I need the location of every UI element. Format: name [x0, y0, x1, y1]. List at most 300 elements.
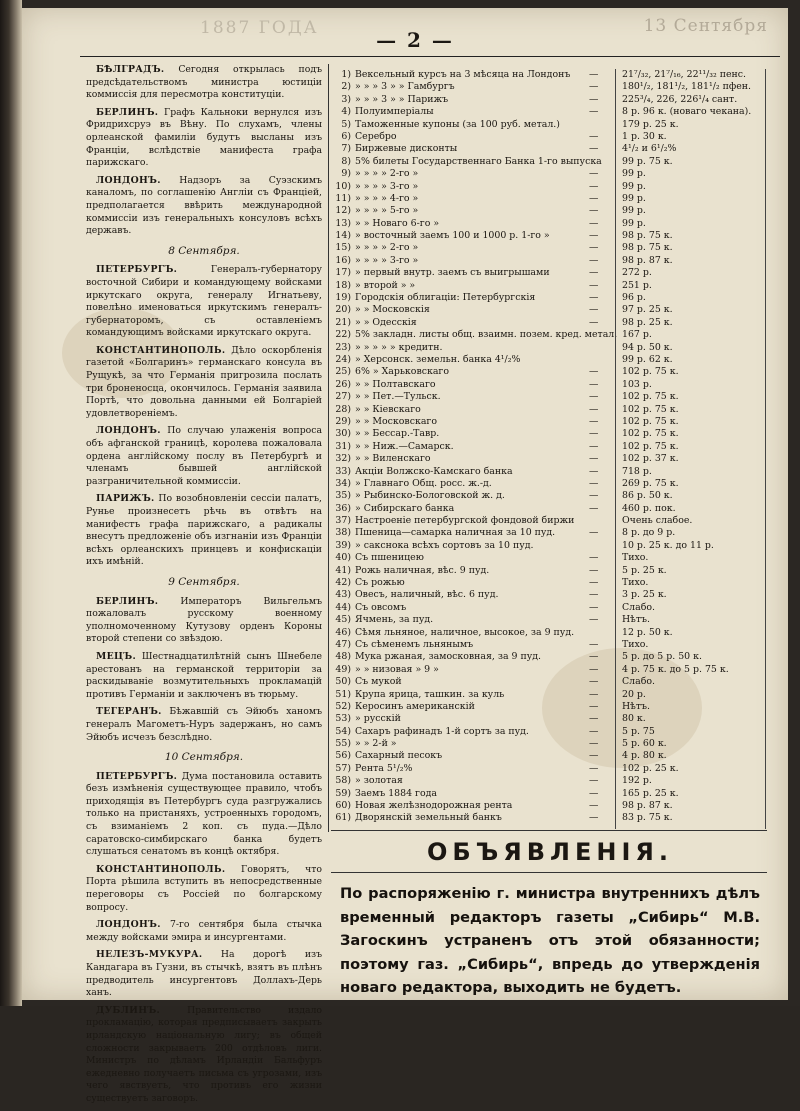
quote-label: Настроеніе петербургской фондовой биржи: [355, 515, 575, 527]
quote-label: » » Кіевскаго: [355, 403, 421, 415]
quote-label: Ячмень, за пуд.: [355, 614, 434, 626]
page-number: — 2 —: [376, 28, 454, 52]
news-text: По случаю улаженія вопроса объ афганской границѣ, королева пожаловала ордена англійскому послу въ Петербургѣ и членамъ бывшей англійской разграничительной коммиссіи.: [86, 425, 322, 487]
quote-value: 102 р. 75 к.: [622, 440, 679, 452]
news-city: ДУБЛИНЪ.: [96, 1004, 161, 1016]
quote-number: 24): [335, 353, 351, 365]
news-city: БЕРЛИНЪ.: [96, 595, 159, 607]
quote-label: » золотая: [355, 775, 403, 787]
bleed-through-date: 13 Сентября: [643, 16, 768, 36]
quote-label: Полуимперіалы: [355, 106, 434, 118]
quote-label: » » 2-й »: [355, 738, 397, 750]
quote-number: 11): [335, 192, 351, 204]
quote-row: [331, 354, 771, 366]
quote-label: Пшеница—самарка наличная за 10 пуд.: [355, 527, 556, 539]
quote-number: 28): [335, 403, 351, 415]
quote-dash: —: [589, 192, 599, 204]
quote-row: [331, 242, 771, 254]
quote-dash: —: [589, 800, 599, 812]
quote-row: [331, 428, 771, 440]
quote-number: 2): [341, 81, 351, 93]
quote-dash: —: [589, 304, 599, 316]
quote-value: 80 к.: [622, 713, 646, 725]
quote-row: [331, 143, 771, 155]
news-item: [86, 425, 322, 488]
quote-number: 33): [335, 465, 351, 477]
quote-dash: —: [589, 428, 599, 440]
quote-row: [331, 181, 771, 193]
quote-row: [331, 404, 771, 416]
quote-number: 45): [335, 614, 351, 626]
quote-number: 8): [341, 155, 351, 167]
header-rule: [80, 56, 780, 57]
quote-value: 20 р.: [622, 688, 646, 700]
quote-label: Городскія облигаціи: Петербургскія: [355, 292, 536, 304]
quote-row: [331, 168, 771, 180]
quote-value: Тихо.: [622, 552, 649, 564]
quote-number: 50): [335, 676, 351, 688]
quote-number: 58): [335, 775, 351, 787]
news-item: [86, 1005, 322, 1106]
quote-label: Овесъ, наличный, вѣс. 6 пуд.: [355, 589, 499, 601]
quote-value: Слабо.: [622, 601, 655, 613]
quote-row: [331, 453, 771, 465]
quote-row: [331, 503, 771, 515]
news-city: ТЕГЕРАНЪ.: [96, 706, 162, 718]
quote-number: 47): [335, 638, 351, 650]
quote-label: Акціи Волжско-Камскаго банка: [355, 465, 513, 477]
quote-row: [331, 441, 771, 453]
quote-value: 102 р. 75 к.: [622, 428, 679, 440]
quote-value: 5 р. 75: [622, 725, 655, 737]
quote-value: 98 р. 87 к.: [622, 800, 673, 812]
quote-value: 5 р. до 5 р. 50 к.: [622, 651, 702, 663]
quote-row: [331, 230, 771, 242]
quote-label: » » » » 3-го »: [355, 254, 419, 266]
news-text: Сегодня открылась подъ предсѣдательствомъ министра юстиціи коммиссія для пересмотра конституціи.: [86, 64, 322, 101]
quote-row: [331, 391, 771, 403]
quote-value: 251 р.: [622, 279, 652, 291]
news-item: [86, 919, 322, 944]
quote-label: » » Пет.—Тульск.: [355, 391, 441, 403]
news-item: [86, 264, 322, 340]
quote-row: [331, 812, 771, 824]
quote-value: 96 р.: [622, 292, 646, 304]
quote-number: 19): [335, 292, 351, 304]
quote-label: Заемъ 1884 года: [355, 787, 437, 799]
quote-dash: —: [589, 614, 599, 626]
quote-value: 98 р. 75 к.: [622, 230, 673, 242]
quote-dash: —: [589, 589, 599, 601]
news-text: Дума постановила оставить безъ измѣненія существующее правило, чтобъ приходящія въ Петербургъ суда разгружались только на пристаняхъ, устроенныхъ городомъ, съ взиманіемъ 2 коп. съ пуда.—Дѣло саратовско-симбирскаго банка будетъ слушаться сенатомъ въ концѣ октября.: [86, 770, 322, 858]
news-item: [86, 493, 322, 569]
quote-dash: —: [589, 725, 599, 737]
quote-number: 44): [335, 601, 351, 613]
quote-number: 38): [335, 527, 351, 539]
quote-label: » второй » »: [355, 279, 416, 291]
news-text: Императоръ Вильгельмъ пожаловалъ русскому военному уполномоченному Кутузову орденъ Короны второй степени со звѣздою.: [86, 595, 322, 645]
news-item: [86, 706, 322, 744]
quote-row: [331, 726, 771, 738]
quote-row: [331, 280, 771, 292]
quote-dash: —: [589, 279, 599, 291]
news-text: Дѣло оскорбленія газетой «Болгаринъ» германскаго консула въ Рущукѣ, за что Германія пригрозила послать три броненосца, окончилось. Германія заявила Портѣ, что довольна данными ей Болгаріей удовлетвореніемъ.: [86, 344, 322, 419]
quote-row: [331, 379, 771, 391]
quote-value: 179 р. 25 к.: [622, 118, 679, 130]
news-text: Шестнадцатилѣтній сынъ Шнебеле арестованъ на германской территоріи за раскидываніе возмутительныхъ прокламацій противъ Германіи и заключенъ въ тюрьму.: [86, 650, 322, 700]
quote-number: 52): [335, 700, 351, 712]
quotes-value-divider: [615, 69, 616, 829]
news-text: Надзоръ за Суэзскимъ каналомъ, по соглашенію Англіи съ Франціей, предполагается ввѣрить международной коммиссіи изъ генеральныхъ консуловъ всѣхъ державъ.: [86, 174, 322, 237]
quote-dash: —: [589, 676, 599, 688]
quote-value: 99 р.: [622, 192, 646, 204]
quote-number: 5): [341, 118, 351, 130]
quote-row: [331, 627, 771, 639]
quote-value: 98 р. 75 к.: [622, 242, 673, 254]
news-dateline: 8 Сентября.: [168, 244, 240, 257]
quote-number: 4): [341, 106, 351, 118]
news-item: [86, 771, 322, 859]
quote-number: 41): [335, 564, 351, 576]
bleed-through-year: 1887 ГОДА: [200, 18, 319, 38]
quote-row: [331, 515, 771, 527]
quote-value: 102 р. 37 к.: [622, 453, 679, 465]
quote-dash: —: [589, 663, 599, 675]
quote-dash: —: [589, 415, 599, 427]
quote-row: [331, 490, 771, 502]
quote-label: » » » » 2-го »: [355, 242, 419, 254]
quote-number: 22): [335, 329, 351, 341]
quote-number: 60): [335, 800, 351, 812]
news-item: [86, 107, 322, 170]
quote-row: [331, 329, 771, 341]
news-text: На дорогѣ изъ Кандагара въ Гузни, въ стычкѣ, взятъ въ плѣнъ предводитель инсургентовъ Доллахъ-Дерь ханъ.: [86, 949, 322, 999]
quote-row: [331, 614, 771, 626]
quote-dash: —: [589, 812, 599, 824]
quote-value: 21⁷/₃₂, 21⁷/₁₆, 22¹¹/₃₂ пенс.: [622, 69, 747, 80]
quote-dash: —: [589, 453, 599, 465]
quote-dash: —: [589, 106, 599, 118]
quote-label: Дворянскій земельный банкъ: [355, 812, 502, 824]
quote-dash: —: [589, 564, 599, 576]
quote-label: » » » 3 » » Парижъ: [355, 93, 449, 105]
quote-value: 99 р.: [622, 180, 646, 192]
news-city: БЕРЛИНЪ.: [96, 106, 159, 118]
exchange-quotes-table: [331, 69, 771, 825]
news-city: ПЕТЕРБУРГЪ.: [96, 770, 178, 782]
quote-number: 57): [335, 762, 351, 774]
quote-label: Рожь наличная, вѣс. 9 пуд.: [355, 564, 490, 576]
quote-dash: —: [589, 254, 599, 266]
quote-number: 21): [335, 316, 351, 328]
quote-row: [331, 589, 771, 601]
quote-row: [331, 788, 771, 800]
quote-dash: —: [589, 738, 599, 750]
news-text: Графъ Кальноки вернулся изъ Фридрихсруэ въ Вѣну. По слухамъ, члены орлеанской фамиліи будутъ высланы изъ Франціи, вслѣдствіе манифеста графа парижскаго.: [86, 106, 322, 169]
quote-row: [331, 738, 771, 750]
quote-row: [331, 602, 771, 614]
telegram-news-column: [86, 64, 322, 1111]
quote-value: Очень слабое.: [622, 515, 693, 527]
quote-label: » русскій: [355, 713, 401, 725]
quote-value: 86 р. 50 к.: [622, 490, 673, 502]
news-text: Бѣжавшій съ Эйюбъ ханомъ генералъ Магометъ-Нуръ задержанъ, но самъ Эйюбъ исчезъ безслѣдно.: [86, 706, 322, 743]
quote-value: Слабо.: [622, 676, 655, 688]
quote-row: [331, 676, 771, 688]
quote-dash: —: [589, 316, 599, 328]
quote-value: 102 р. 75 к.: [622, 391, 679, 403]
quote-dash: —: [589, 230, 599, 242]
quote-label: Мука ржаная, замосковная, за 9 пуд.: [355, 651, 541, 663]
quote-dash: —: [589, 378, 599, 390]
quote-value: Нѣтъ.: [622, 614, 650, 626]
quote-dash: —: [589, 552, 599, 564]
quote-row: [331, 69, 771, 81]
quote-dash: —: [589, 391, 599, 403]
quote-value: 94 р. 50 к.: [622, 341, 673, 353]
quote-row: [331, 304, 771, 316]
quote-number: 27): [335, 391, 351, 403]
quote-value: 8 р. до 9 р.: [622, 527, 676, 539]
quote-label: Съ сѣменемъ льнянымъ: [355, 638, 474, 650]
quote-number: 12): [335, 205, 351, 217]
quote-label: » » Одесскія: [355, 316, 417, 328]
quote-label: » » Виленскаго: [355, 453, 431, 465]
quote-dash: —: [589, 217, 599, 229]
news-city: КОНСТАНТИНОПОЛЬ.: [96, 863, 226, 875]
quote-label: Таможенные купоны (за 100 руб. метал.): [355, 118, 560, 130]
quote-row: [331, 292, 771, 304]
quote-dash: —: [589, 366, 599, 378]
quote-value: 98 р. 25 к.: [622, 316, 673, 328]
quote-row: [331, 689, 771, 701]
quote-number: 37): [335, 515, 351, 527]
quote-row: [331, 81, 771, 93]
quote-label: Съ пшеницею: [355, 552, 424, 564]
news-city: БѢЛГРАДЪ.: [96, 64, 165, 75]
quote-value: 12 р. 50 к.: [622, 626, 673, 638]
announcements-rule: [331, 872, 767, 873]
quote-number: 23): [335, 341, 351, 353]
quote-dash: —: [589, 465, 599, 477]
quote-number: 32): [335, 453, 351, 465]
quote-row: [331, 342, 771, 354]
binding-edge: [0, 0, 22, 1006]
quote-dash: —: [589, 713, 599, 725]
quote-dash: —: [589, 242, 599, 254]
quote-value: 99 р. 75 к.: [622, 155, 673, 167]
quote-value: 180¹/₂, 181¹/₂, 181¹/₂ пфен.: [622, 81, 751, 93]
quote-number: 43): [335, 589, 351, 601]
quote-label: Вексельный курсъ на 3 мѣсяца на Лондонъ: [355, 69, 571, 80]
quote-value: 4¹/₂ и 6¹/₂%: [622, 143, 677, 155]
quote-label: » » » » 3-го »: [355, 180, 419, 192]
quote-label: » сакснока всѣхъ сортовъ за 10 пуд.: [355, 539, 534, 551]
quote-dash: —: [589, 787, 599, 799]
quote-label: » » Бессар.-Тавр.: [355, 428, 440, 440]
news-city: ПЕТЕРБУРГЪ.: [96, 264, 178, 276]
quote-value: 83 р. 75 к.: [622, 812, 673, 824]
news-text: Говорятъ, что Порта рѣшила вступить въ непосредственные переговоры съ Россіей по болгарскому вопросу.: [86, 863, 322, 913]
quote-label: » Херсонск. земельн. банка 4¹/₂%: [355, 353, 521, 365]
quote-number: 46): [335, 626, 351, 638]
news-text: Правительство издало прокламацію, которая предписываетъ закрыть ирландскую національную лигу; въ общей сложности закрываетъ 200 отдѣловъ лиги. Министръ по дѣламъ Ирландіи Бальфуръ ежедневно получаетъ письма съ угрозами, изъ чего явствуетъ, что противъ его жизни существуетъ заговоръ.: [86, 1004, 322, 1104]
quote-label: 5% закладн. листы общ. взаимн. позем. кред. метал.: [355, 329, 618, 341]
quote-row: [331, 119, 771, 131]
quote-dash: —: [589, 180, 599, 192]
quote-number: 61): [335, 812, 351, 824]
quote-row: [331, 701, 771, 713]
quote-number: 25): [335, 366, 351, 378]
quote-number: 14): [335, 230, 351, 242]
news-city: МЕЦЪ.: [96, 650, 136, 662]
quote-row: [331, 565, 771, 577]
news-item: [86, 651, 322, 701]
news-item: [86, 175, 322, 238]
quote-dash: —: [589, 292, 599, 304]
quote-row: [331, 800, 771, 812]
quote-value: 102 р. 75 к.: [622, 415, 679, 427]
quote-number: 9): [341, 168, 351, 180]
quote-value: 102 р. 75 к.: [622, 366, 679, 378]
news-city: ЛОНДОНЪ.: [96, 174, 161, 186]
quote-value: 718 р.: [622, 465, 652, 477]
quote-row: [331, 478, 771, 490]
quote-number: 18): [335, 279, 351, 291]
quote-dash: —: [589, 93, 599, 105]
quote-label: » Рыбинско-Бологовской ж. д.: [355, 490, 505, 502]
quote-row: [331, 106, 771, 118]
quote-dash: —: [589, 205, 599, 217]
quote-row: [331, 750, 771, 762]
quote-dash: —: [589, 700, 599, 712]
quote-number: 3): [341, 93, 351, 105]
quote-dash: —: [589, 601, 599, 613]
quote-value: 269 р. 75 к.: [622, 477, 679, 489]
quotes-right-border: [765, 69, 766, 829]
quote-value: Тихо.: [622, 638, 649, 650]
quote-row: [331, 713, 771, 725]
quote-dash: —: [589, 638, 599, 650]
quote-row: [331, 577, 771, 589]
quote-number: 1): [341, 69, 351, 80]
quote-dash: —: [589, 477, 599, 489]
quote-label: Сѣмя льняное, наличное, высокое, за 9 пуд.: [355, 626, 575, 638]
quote-dash: —: [589, 762, 599, 774]
quote-value: 192 р.: [622, 775, 652, 787]
quotes-bottom-rule: [331, 830, 767, 831]
quote-number: 34): [335, 477, 351, 489]
quote-label: » Сибирскаго банка: [355, 502, 455, 514]
quote-row: [331, 651, 771, 663]
quote-row: [331, 552, 771, 564]
quote-label: » первый внутр. заемъ съ выигрышами: [355, 267, 550, 279]
quote-dash: —: [589, 577, 599, 589]
quote-row: [331, 366, 771, 378]
quote-number: 29): [335, 415, 351, 427]
quote-label: Новая желѣзнодорожная рента: [355, 800, 513, 812]
quote-row: [331, 416, 771, 428]
news-text: 7-го сентября была стычка между войсками эмира и инсургентами.: [86, 919, 322, 943]
quote-number: 15): [335, 242, 351, 254]
quote-row: [331, 193, 771, 205]
quote-label: » » Московскаго: [355, 415, 437, 427]
quote-label: » » » » » кредитн.: [355, 341, 443, 353]
quote-number: 59): [335, 787, 351, 799]
quote-value: 5 р. 25 к.: [622, 564, 667, 576]
news-city: КОНСТАНТИНОПОЛЬ.: [96, 344, 226, 356]
quote-row: [331, 317, 771, 329]
quote-row: [331, 540, 771, 552]
quote-dash: —: [589, 69, 599, 80]
quote-number: 42): [335, 577, 351, 589]
quote-number: 26): [335, 378, 351, 390]
quote-label: Серебро: [355, 130, 397, 142]
news-city: ЛОНДОНЪ.: [96, 425, 161, 437]
news-text: По возобновленіи сессіи палатъ, Рунье произнесетъ рѣчь въ отвѣтъ на манифестъ графа парижскаго, а радикалы внесутъ предложеніе объ изгнаніи изъ Франціи всѣхъ орлеанскихъ принцевъ и конфискаціи ихъ имѣній.: [86, 493, 322, 568]
quote-label: » восточный заемъ 100 и 1000 р. 1-го »: [355, 230, 550, 242]
quote-number: 56): [335, 750, 351, 762]
quote-number: 49): [335, 663, 351, 675]
quote-row: [331, 94, 771, 106]
quote-value: 99 р.: [622, 168, 646, 180]
quote-label: Крупа ярица, ташкин. за куль: [355, 688, 505, 700]
quote-value: 102 р. 25 к.: [622, 762, 679, 774]
quote-number: 54): [335, 725, 351, 737]
announcements-heading: ОБЪЯВЛЕНІЯ.: [427, 838, 673, 866]
quote-row: [331, 205, 771, 217]
quote-number: 55): [335, 738, 351, 750]
quote-dash: —: [589, 130, 599, 142]
quote-number: 30): [335, 428, 351, 440]
quote-number: 48): [335, 651, 351, 663]
quote-label: Биржевые дисконты: [355, 143, 458, 155]
news-item: [86, 345, 322, 421]
quote-dash: —: [589, 651, 599, 663]
quote-dash: —: [589, 502, 599, 514]
quote-row: [331, 527, 771, 539]
quote-label: » Главнаго Общ. росс. ж.-д.: [355, 477, 492, 489]
quote-label: » » Полтавскаго: [355, 378, 436, 390]
quote-number: 13): [335, 217, 351, 229]
quote-value: 10 р. 25 к. до 11 р.: [622, 539, 714, 551]
quote-label: » » низовая » 9 »: [355, 663, 439, 675]
quote-label: » » » 3 » » Гамбургъ: [355, 81, 455, 93]
news-city: ПАРИЖЪ.: [96, 493, 155, 505]
quote-number: 53): [335, 713, 351, 725]
quote-number: 51): [335, 688, 351, 700]
quote-number: 40): [335, 552, 351, 564]
quote-number: 39): [335, 539, 351, 551]
quote-label: » » » » 5-го »: [355, 205, 419, 217]
quote-row: [331, 466, 771, 478]
quote-dash: —: [589, 267, 599, 279]
news-item: [86, 949, 322, 999]
quote-label: » » » » 2-го »: [355, 168, 419, 180]
quote-number: 16): [335, 254, 351, 266]
quote-row: [331, 639, 771, 651]
quote-value: Нѣтъ.: [622, 700, 650, 712]
quote-value: 97 р. 25 к.: [622, 304, 673, 316]
quote-value: 102 р. 75 к.: [622, 403, 679, 415]
quote-dash: —: [589, 440, 599, 452]
news-city: ЛОНДОНЪ.: [96, 919, 161, 931]
quote-value: 99 р.: [622, 217, 646, 229]
quote-label: » » Новаго 6-го »: [355, 217, 440, 229]
quote-label: » » Ниж.—Самарск.: [355, 440, 454, 452]
quote-row: [331, 664, 771, 676]
quote-dash: —: [589, 775, 599, 787]
